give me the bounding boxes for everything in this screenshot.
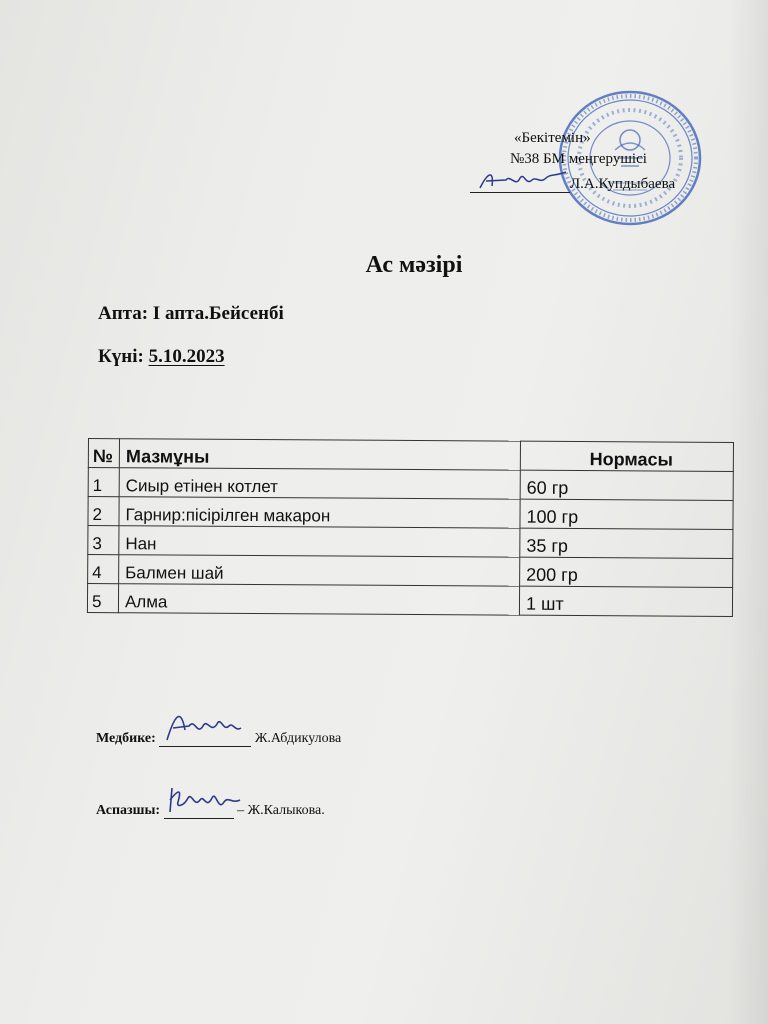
table-row <box>88 468 733 501</box>
cook-signature <box>166 782 246 818</box>
table-row <box>88 497 733 530</box>
nurse-signature <box>161 708 253 746</box>
page-title: Ас мәзірі <box>365 252 463 278</box>
row-norm: 35 гр <box>520 528 733 558</box>
header-norm: Нормасы <box>520 441 733 471</box>
director-name: Л.А.Купдыбаева <box>570 176 676 192</box>
row-norm: 200 гр <box>520 557 733 587</box>
menu-table <box>87 438 734 617</box>
row-number: 3 <box>88 526 119 555</box>
date-label <box>98 346 225 368</box>
nurse-label: Медбике: <box>96 731 156 746</box>
row-norm: 60 гр <box>520 470 733 500</box>
row-number: 4 <box>88 555 119 584</box>
header-content: Мазмұны <box>119 439 520 470</box>
cook-label: Аспазшы: <box>96 803 161 818</box>
nurse-name: Ж.Абдикулова <box>254 731 342 746</box>
cook-signature-block <box>96 796 325 819</box>
date-value: 5.10.2023 <box>148 346 225 367</box>
approval-heading: «Бекітемін» <box>514 130 591 146</box>
row-item: Нан <box>119 526 520 557</box>
date-label-text: Күні: <box>98 346 149 367</box>
cook-signature-line <box>164 796 234 819</box>
nurse-signature-line <box>159 724 251 747</box>
row-number: 2 <box>88 497 119 526</box>
row-item: Алма <box>118 584 519 615</box>
row-item: Балмен шай <box>119 555 520 586</box>
table-row <box>88 555 733 588</box>
row-norm: 100 гр <box>520 499 733 529</box>
approval-position: №38 БМ меңгерушісі <box>510 151 647 167</box>
table-row <box>88 526 733 559</box>
paper-shadow <box>728 0 768 1024</box>
nurse-signature-block <box>96 724 341 747</box>
header-number: № <box>88 439 119 468</box>
row-norm: 1 шт <box>519 586 732 616</box>
week-label: Апта: I апта.Бейсенбі <box>98 303 284 324</box>
row-item: Гарнир:пісірілген макарон <box>119 497 520 528</box>
row-number: 1 <box>88 468 119 497</box>
director-signature <box>476 168 571 194</box>
table-row <box>87 584 732 617</box>
cook-dash: – <box>237 803 245 818</box>
row-number: 5 <box>87 584 118 613</box>
row-item: Сиыр етінен котлет <box>119 468 520 499</box>
table-header-row <box>88 439 733 472</box>
cook-name: Ж.Калыкова. <box>247 803 325 818</box>
